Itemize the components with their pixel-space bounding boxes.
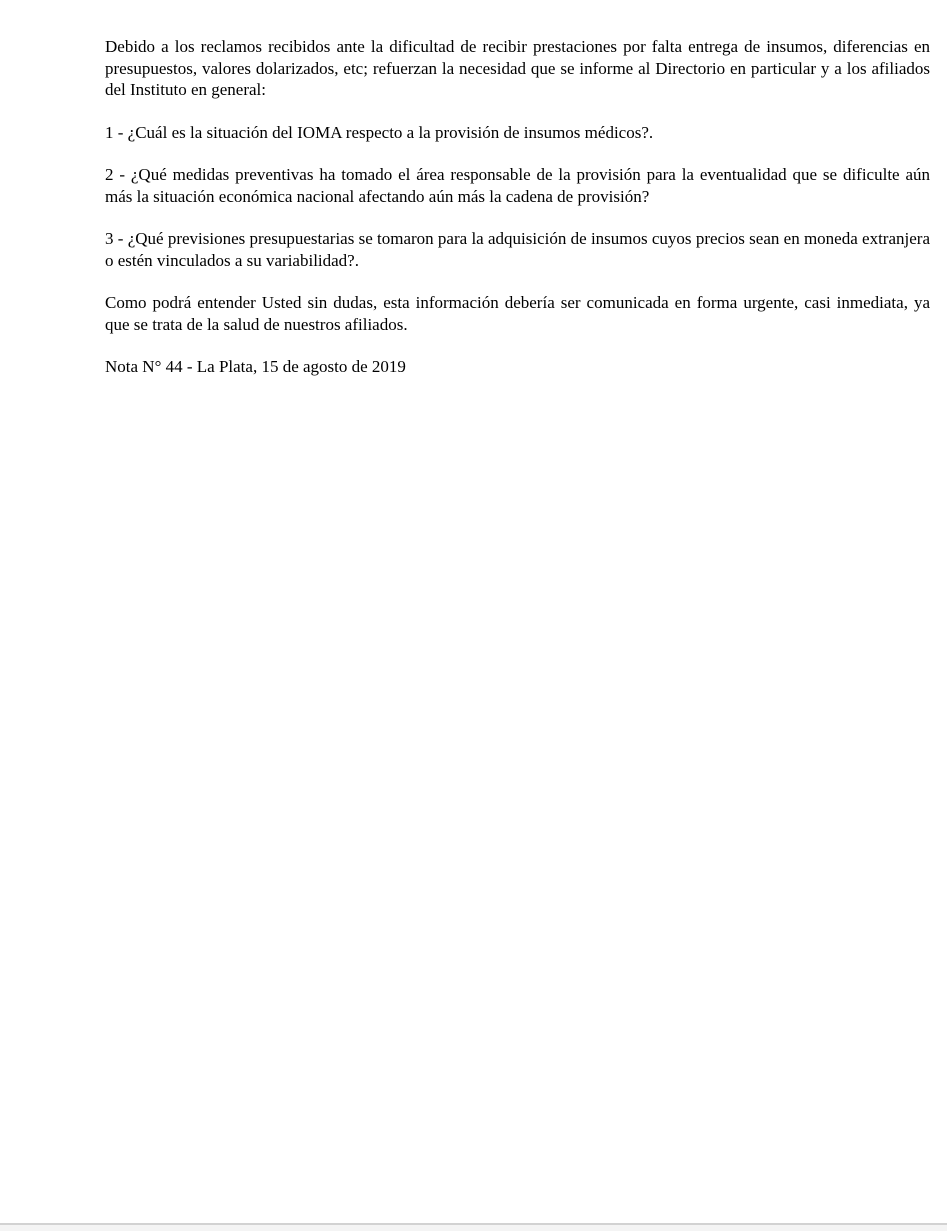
question-item-1: 1 - ¿Cuál es la situación del IOMA respecto a la provisión de insumos médicos?. <box>105 122 654 142</box>
intro-paragraph: Debido a los reclamos recibidos ante la dificultad de recibir prestaciones por falta entrega de insumos, diferencias en presupuestos, valores dolarizados, etc; refuerzan la necesidad que se informe al Directorio en particular y a los afiliados del Instituto en general: <box>105 37 930 99</box>
question-item-3: 3 - ¿Qué previsiones presupuestarias se tomaron para la adquisición de insumos cuyos precios sean en moneda extranjera o estén vinculados a su variabilidad?. <box>105 229 930 270</box>
closing-paragraph: Como podrá entender Usted sin dudas, esta información debería ser comunicada en forma urgente, casi inmediata, ya que se trata de la salud de nuestros afiliados. <box>105 293 930 334</box>
note-reference-line: Nota N° 44 - La Plata, 15 de agosto de 2019 <box>105 357 406 376</box>
question-item-2: 2 - ¿Qué medidas preventivas ha tomado el área responsable de la provisión para la eventualidad que se dificulte aún más la situación económica nacional afectando aún más la cadena de provisión? <box>105 165 930 206</box>
document-body <box>0 0 947 378</box>
page-bottom-edge <box>0 1223 947 1231</box>
